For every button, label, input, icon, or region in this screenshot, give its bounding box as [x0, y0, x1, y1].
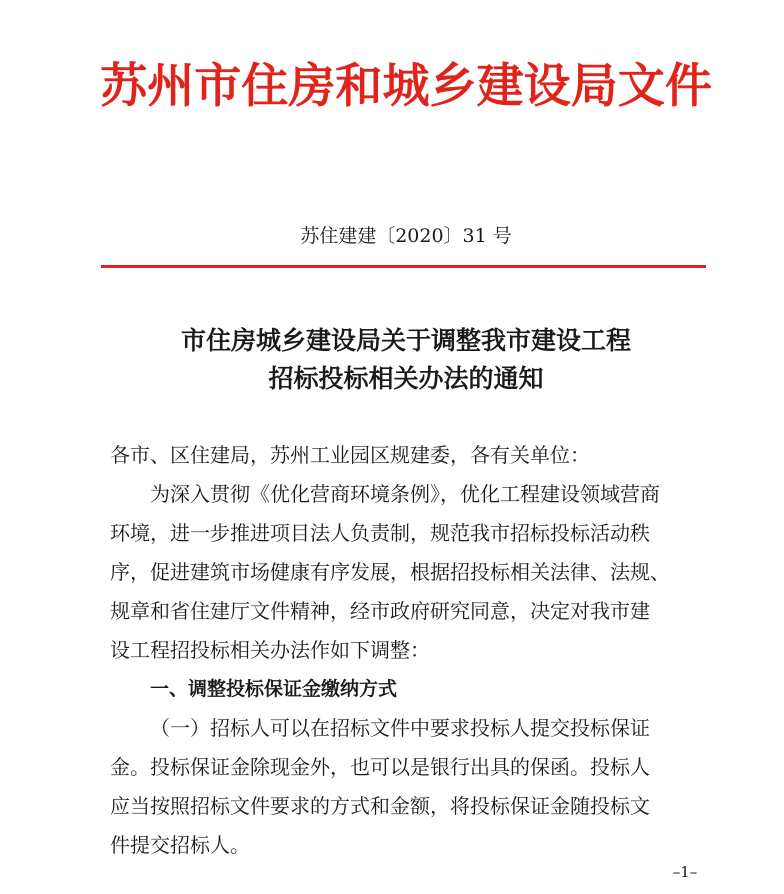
paragraph-line: 规章和省住建厅文件精神，经市政府研究同意，决定对我市建: [110, 599, 650, 623]
page-number: –1–: [672, 863, 698, 881]
paragraph-line: 设工程招投标相关办法作如下调整：: [110, 638, 430, 662]
body-text: [110, 436, 700, 865]
notice-title: [100, 322, 712, 398]
notice-title-line-2: 招标投标相关办法的通知: [268, 364, 544, 393]
paragraph-line: 金。投标保证金除现金外，也可以是银行出具的保函。投标人: [110, 755, 650, 779]
paragraph-line: 为深入贯彻《优化营商环境条例》，优化工程建设领域营商: [150, 482, 660, 506]
paragraph-line: 环境，进一步推进项目法人负责制，规范我市招标投标活动秩: [110, 521, 650, 545]
document-number: 苏住建建〔2020〕31 号: [300, 225, 512, 247]
section-heading: 一、调整投标保证金缴纳方式: [150, 678, 398, 700]
paragraph-line: 应当按照招标文件要求的方式和金额，将投标保证金随投标文: [110, 794, 650, 818]
paragraph-line: （一）招标人可以在招标文件中要求投标人提交投标保证: [150, 716, 650, 740]
notice-title-line-1: 市住房城乡建设局关于调整我市建设工程: [180, 326, 631, 355]
paragraph-line: 件提交招标人。: [110, 833, 250, 857]
masthead-title: 苏州市住房和城乡建设局文件: [100, 59, 712, 114]
red-separator-rule: [101, 265, 706, 268]
salutation: 各市、区住建局，苏州工业园区规建委，各有关单位：: [110, 443, 590, 467]
paragraph-line: 序，促进建筑市场健康有序发展，根据招投标相关法律、法规、: [110, 560, 670, 584]
